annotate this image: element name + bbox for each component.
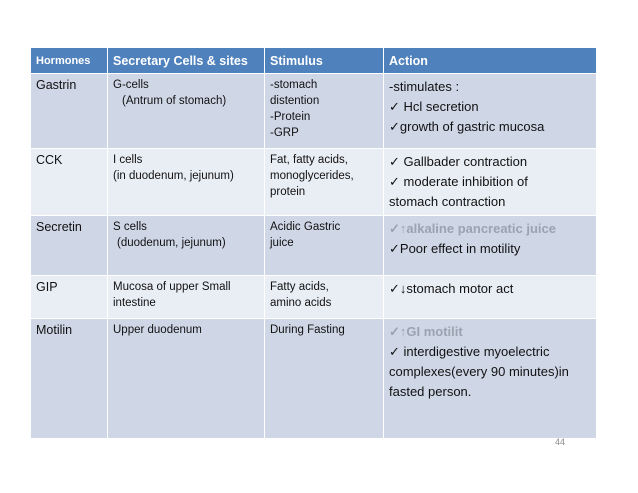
hormone-cell: Gastrin: [31, 74, 108, 149]
action-line: ✓ moderate inhibition of: [389, 174, 528, 189]
action-line: ✓growth of gastric mucosa: [389, 119, 545, 134]
cells-cell: [108, 149, 265, 216]
stimulus-line: Acidic Gastric: [270, 221, 341, 233]
cells-cell: [108, 216, 265, 276]
stimulus-line: During Fasting: [270, 324, 345, 336]
action-line: ✓↑GI motilit: [389, 324, 463, 339]
hormone-cell: Motilin: [31, 319, 108, 439]
stimulus-line: -Protein: [270, 111, 311, 123]
action-cell: [384, 216, 597, 276]
cells-line: S cells: [113, 221, 147, 233]
stimulus-cell: [265, 276, 384, 319]
stimulus-line: -GRP: [270, 127, 299, 139]
action-cell: [384, 319, 597, 439]
action-line: stomach contraction: [389, 194, 506, 209]
stimulus-cell: [265, 149, 384, 216]
cells-line: (Antrum of stomach): [122, 95, 227, 107]
hormone-cell: GIP: [31, 276, 108, 319]
action-cell: [384, 74, 597, 149]
stimulus-cell: [265, 216, 384, 276]
table-header-row: [31, 48, 597, 74]
stimulus-line: -stomach: [270, 79, 318, 91]
header-stimulus: Stimulus: [265, 48, 384, 74]
stimulus-line: amino acids: [270, 297, 332, 309]
action-line: ✓ interdigestive myoelectric: [389, 344, 550, 359]
header-action: Action: [384, 48, 597, 74]
cells-line: G-cells: [113, 79, 149, 91]
cells-cell: [108, 74, 265, 149]
table-row-gip: [31, 276, 597, 319]
header-secretary-cells: Secretary Cells & sites: [108, 48, 265, 74]
hormone-cell: Secretin: [31, 216, 108, 276]
action-line: complexes(every 90 minutes)in: [389, 364, 569, 379]
header-hormones: Hormones: [31, 48, 108, 74]
cells-line: (duodenum, jejunum): [117, 237, 226, 249]
action-cell: [384, 276, 597, 319]
page-number: 44: [555, 437, 566, 447]
cells-line: Mucosa of upper Small: [113, 281, 231, 293]
stimulus-line: Fatty acids,: [270, 281, 329, 293]
stimulus-cell: [265, 319, 384, 439]
action-line: ✓ Gallbader contraction: [389, 154, 528, 169]
stimulus-line: juice: [270, 237, 294, 249]
action-line: ✓↑alkaline pancreatic juice: [389, 221, 556, 236]
cells-cell: [108, 276, 265, 319]
stimulus-line: Fat, fatty acids,: [270, 154, 348, 166]
table-row-cck: [31, 149, 597, 216]
action-line: ✓Poor effect in motility: [389, 241, 521, 256]
table-row-gastrin: [31, 74, 597, 149]
stimulus-line: protein: [270, 186, 306, 198]
hormone-table: [30, 47, 597, 439]
cells-line: (in duodenum, jejunum): [113, 170, 234, 182]
cells-cell: [108, 319, 265, 439]
action-cell: [384, 149, 597, 216]
action-line: fasted person.: [389, 384, 472, 399]
action-line: ✓ Hcl secretion: [389, 99, 479, 114]
action-line: ✓↓stomach motor act: [389, 281, 514, 296]
stimulus-line: monoglycerides,: [270, 170, 354, 182]
stimulus-line: distention: [270, 95, 320, 107]
table-row-motilin: [31, 319, 597, 439]
cells-line: intestine: [113, 297, 156, 309]
action-line: -stimulates :: [389, 79, 460, 94]
cells-line: I cells: [113, 154, 143, 166]
hormone-cell: CCK: [31, 149, 108, 216]
stimulus-cell: [265, 74, 384, 149]
table-row-secretin: [31, 216, 597, 276]
cells-line: Upper duodenum: [113, 324, 202, 336]
